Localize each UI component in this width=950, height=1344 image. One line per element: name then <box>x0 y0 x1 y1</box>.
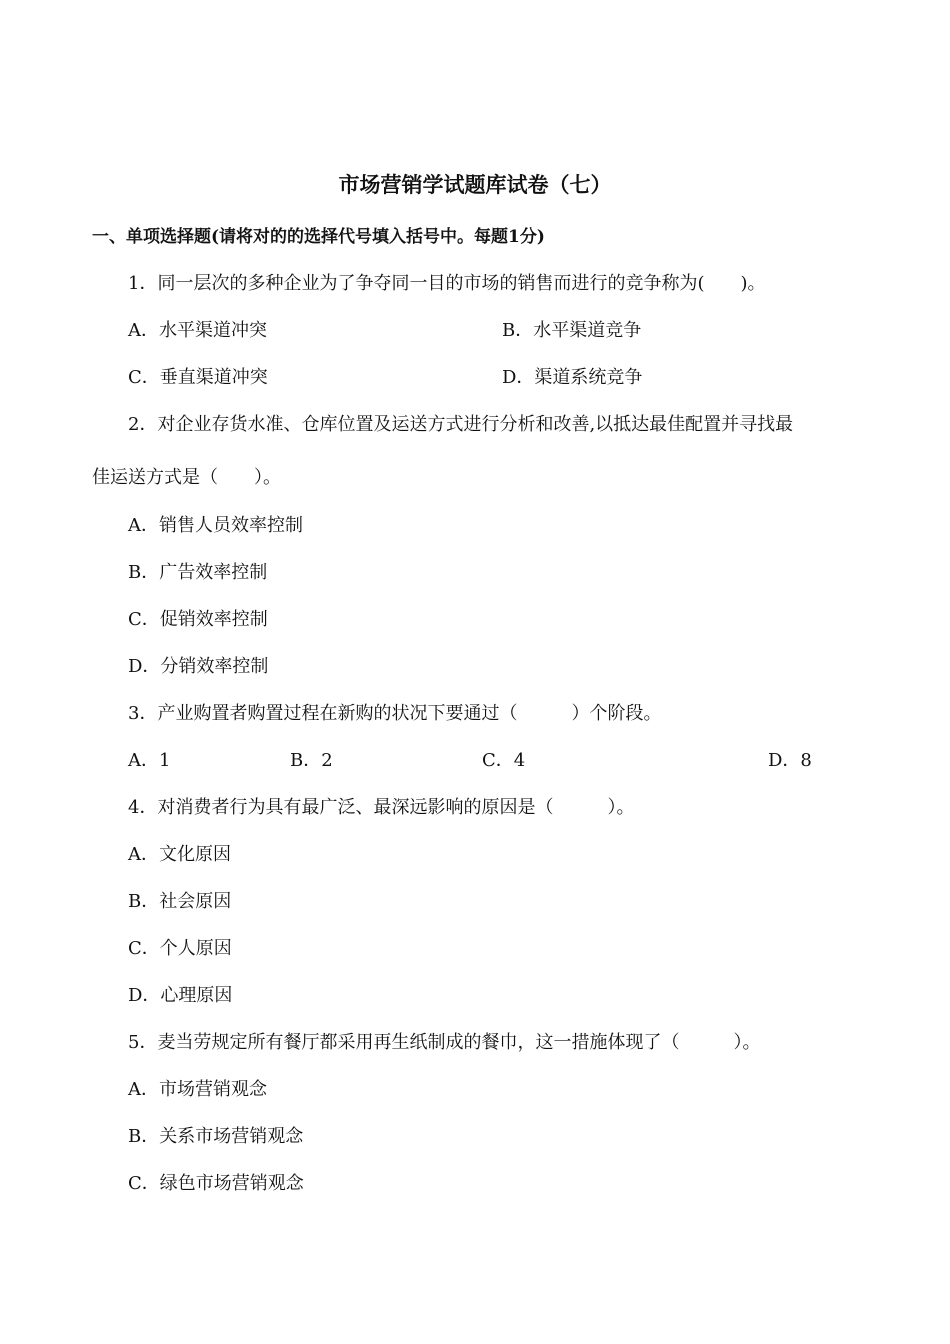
question-2-stem-line-1: 2．对企业存货水准、仓库位置及运送方式进行分析和改善,以抵达最佳配置并寻找最 <box>128 414 794 435</box>
question-1-option-c: C．垂直渠道冲突 <box>128 367 268 388</box>
question-5-stem: 5．麦当劳规定所有餐厅都采用再生纸制成的餐巾，这一措施体现了（ ）。 <box>128 1032 761 1053</box>
question-2-stem-line-2: 佳运送方式是（ ）。 <box>92 467 281 488</box>
question-3-stem: 3．产业购置者购置过程在新购的状况下要通过（ ）个阶段。 <box>128 703 662 724</box>
question-2-option-c: C．促销效率控制 <box>128 609 268 630</box>
question-4-option-b: B．社会原因 <box>128 891 232 912</box>
page-title: 市场营销学试题库试卷（七） <box>338 172 612 197</box>
question-4-option-a: A．文化原因 <box>128 844 231 865</box>
question-2-option-d: D．分销效率控制 <box>128 656 269 677</box>
question-4-option-d: D．心理原因 <box>128 985 233 1006</box>
question-3-option-b: B．2 <box>290 750 333 771</box>
question-3-option-c: C．4 <box>482 750 526 771</box>
question-4-stem: 4．对消费者行为具有最广泛、最深远影响的原因是（ ）。 <box>128 797 635 818</box>
question-5-option-c: C．绿色市场营销观念 <box>128 1173 304 1194</box>
question-1-stem: 1．同一层次的多种企业为了争夺同一目的市场的销售而进行的竞争称为( )。 <box>128 273 766 294</box>
question-1-option-a: A．水平渠道冲突 <box>128 320 267 341</box>
question-2-option-b: B．广告效率控制 <box>128 562 268 583</box>
question-5-option-b: B．关系市场营销观念 <box>128 1126 304 1147</box>
question-3-option-d: D．8 <box>768 750 812 771</box>
question-4-option-c: C．个人原因 <box>128 938 232 959</box>
question-2-option-a: A．销售人员效率控制 <box>128 515 303 536</box>
question-3-option-a: A．1 <box>128 750 171 771</box>
section-heading: 一、单项选择题(请将对的的选择代号填入括号中。每题1分) <box>92 227 545 247</box>
question-1-option-b: B．水平渠道竞争 <box>502 320 642 341</box>
question-5-option-a: A．市场营销观念 <box>128 1079 267 1100</box>
question-1-option-d: D．渠道系统竞争 <box>502 367 643 388</box>
